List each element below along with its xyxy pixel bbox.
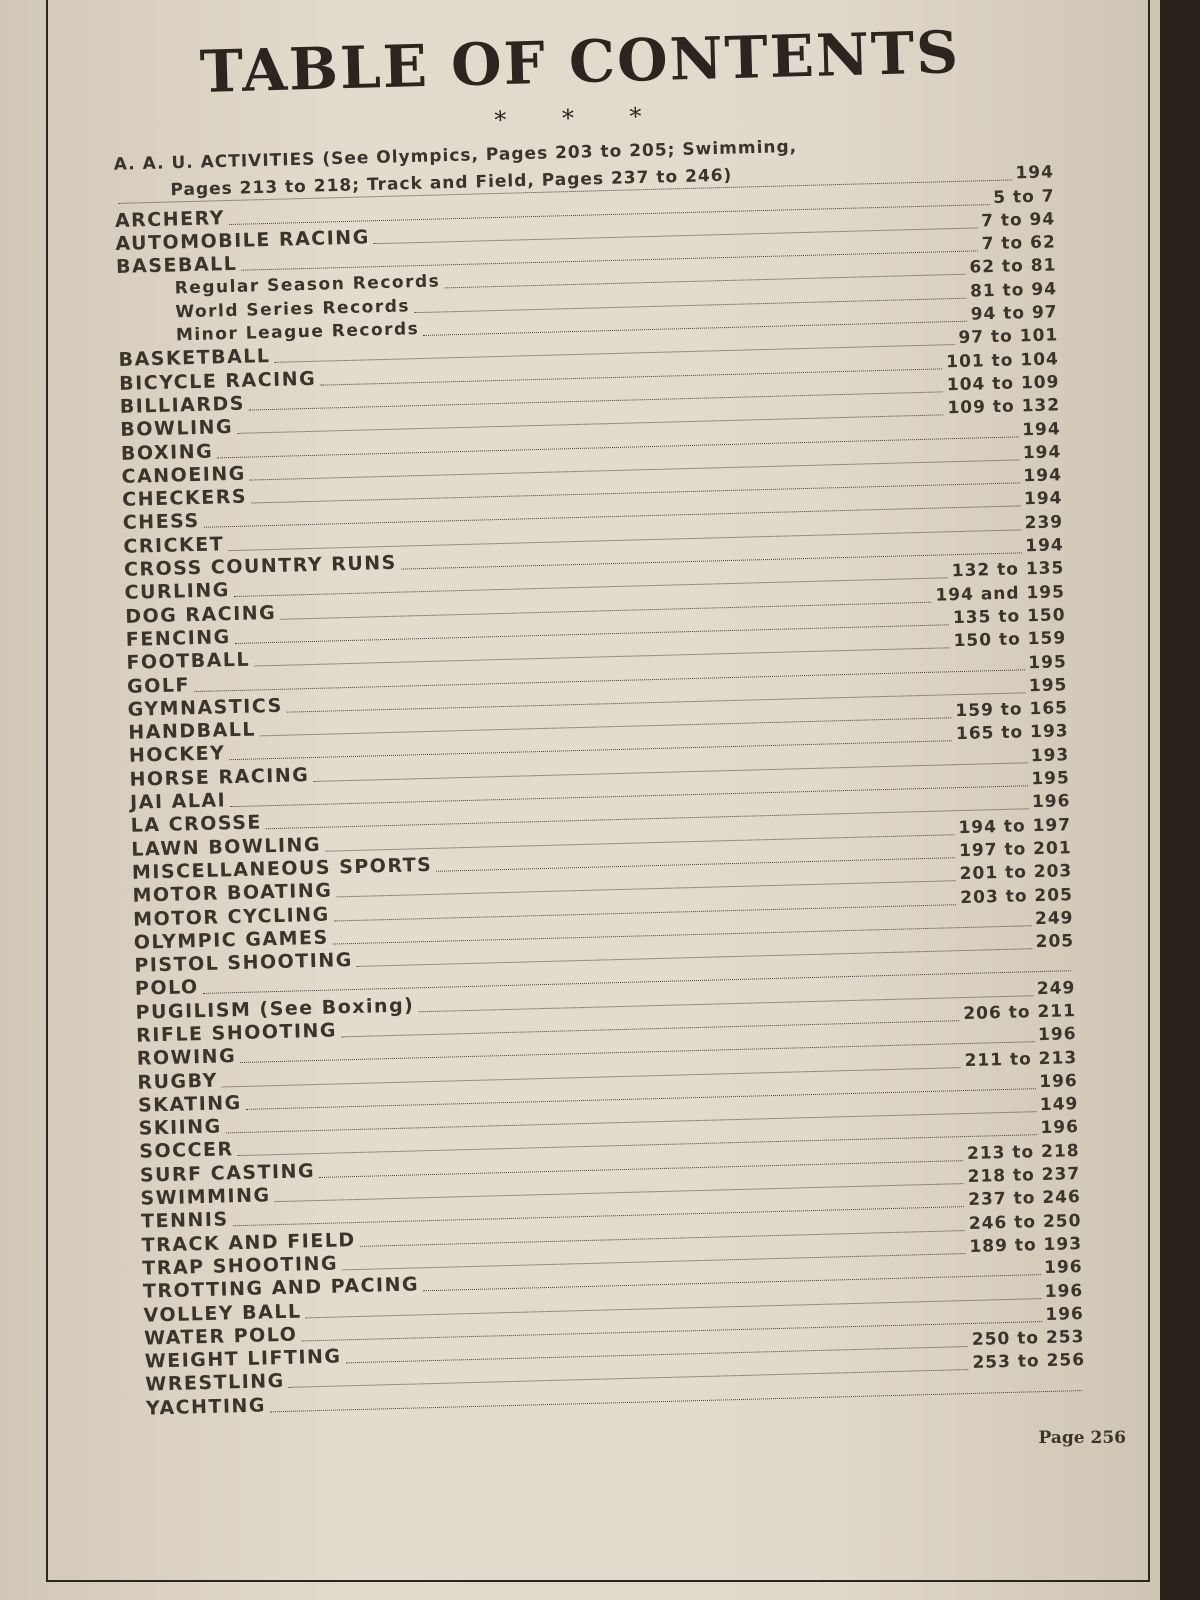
toc-entry-label: JAI ALAI [129,789,227,814]
toc-entry-label: CANOEING [121,462,247,488]
toc-entry-page: 194 to 197 [958,814,1072,838]
toc-entry-page: 101 to 104 [946,349,1060,372]
toc-entry-page: 94 to 97 [970,302,1058,325]
page-number: Page 256 [1038,1428,1126,1448]
toc-entry-page: 97 to 101 [958,325,1059,349]
toc-entry-label: FOOTBALL [126,648,251,675]
toc-entry-label: BASKETBALL [118,345,271,372]
toc-entry-page: 195 [1028,675,1068,697]
toc-entry-label: Minor League Records [175,319,420,346]
toc-entry-page: 239 [1024,512,1064,534]
toc-entry-label: WEIGHT LIFTING [144,1345,342,1373]
toc-entry-label: BILLIARDS [119,392,246,418]
toc-entry-page: 7 to 62 [981,232,1057,255]
toc-entry-page: 249 [1036,977,1076,999]
toc-entry-page: 194 [1023,465,1063,487]
toc-entry-label: HANDBALL [128,718,257,744]
toc-entry-label: LA CROSSE [130,811,263,838]
toc-entry-page: 81 to 94 [969,279,1058,302]
toc-entry-page: 193 [1030,744,1070,766]
toc-entry-label: TENNIS [140,1208,229,1234]
title-ornament: * * * [494,101,666,135]
toc-entry-page: 194 [1021,418,1061,440]
toc-entry-label: SWIMMING [140,1184,271,1210]
toc-entry-label: MOTOR CYCLING [132,903,330,931]
toc-entry-page: 194 [1024,535,1064,557]
toc-entry-label: SKIING [138,1115,222,1140]
toc-entry-page: 196 [1031,791,1071,813]
toc-entry-page: 196 [1039,1070,1079,1092]
toc-entry-label: PISTOL SHOOTING [134,949,354,977]
toc-entry-page: 189 to 193 [969,1233,1083,1257]
toc-entry-label: RUGBY [137,1069,219,1094]
toc-entry-label: Regular Season Records [174,271,441,299]
toc-entry-label: AUTOMOBILE RACING [115,226,371,255]
toc-entry-page: 194 [1015,162,1055,184]
toc-entry-label: MOTOR BOATING [132,879,333,907]
contents-list [114,161,1086,1420]
toc-entry-label: BASEBALL [115,252,238,279]
toc-entry-label: TRACK AND FIELD [141,1228,356,1257]
toc-entry-page: 109 to 132 [947,395,1061,419]
toc-entry-page: 205 [1035,931,1075,953]
toc-entry-label: SURF CASTING [139,1159,316,1187]
toc-entry-page: 246 to 250 [968,1210,1082,1234]
toc-entry-label: HORSE RACING [129,763,310,791]
toc-entry-label: WRESTLING [145,1370,286,1397]
toc-entry-page: 7 to 94 [980,209,1056,232]
toc-entry-page: 194 [1023,488,1063,510]
toc-entry-label: BOWLING [120,416,234,442]
toc-entry-label: CRICKET [123,532,225,558]
toc-entry-label: TRAP SHOOTING [142,1252,339,1280]
toc-entry-page: 196 [1040,1117,1080,1139]
toc-entry-label: CHESS [122,510,200,535]
toc-entry-page: 104 to 109 [946,372,1060,396]
toc-entry-label: GOLF [126,673,191,698]
toc-entry-page: 159 to 165 [955,698,1069,722]
toc-entry-label: PUGILISM (See Boxing) [135,994,415,1024]
toc-entry-label: LAWN BOWLING [131,833,322,861]
toc-entry-label: GYMNASTICS [127,694,284,721]
toc-entry-label: World Series Records [175,296,411,323]
toc-entry-page: 195 [1031,768,1071,790]
toc-entry-page: 203 to 205 [960,884,1074,908]
toc-entry-page: 150 to 159 [953,628,1067,652]
toc-entry-page: 165 to 193 [955,721,1069,745]
toc-entry-label: FENCING [125,626,232,651]
toc-entry-page: 250 to 253 [971,1327,1085,1351]
toc-entry-page: 197 to 201 [958,838,1072,862]
toc-entry-page: 196 [1037,1024,1077,1046]
toc-entry-page: 62 to 81 [969,255,1057,279]
toc-entry-label: SOCCER [139,1138,234,1164]
toc-entry-page: 149 [1039,1094,1079,1116]
toc-entry-label: VOLLEY BALL [143,1300,302,1327]
toc-entry-page: 195 [1028,651,1068,673]
toc-entry-page: 213 to 218 [966,1140,1080,1164]
toc-entry-label: CROSS COUNTRY RUNS [123,551,398,581]
toc-entry-page: 135 to 150 [952,605,1066,629]
toc-entry-label: SKATING [137,1091,243,1117]
toc-entry-label: WATER POLO [143,1323,298,1350]
aau-note-line2: Pages 213 to 218; Track and Field, Pages 237 to 246) [170,165,733,201]
toc-entry-page: 196 [1043,1257,1083,1279]
toc-entry-label: DOG RACING [124,601,277,628]
toc-entry-label: YACHTING [145,1394,267,1420]
toc-entry-label: CURLING [124,579,231,605]
page-title: TABLE OF CONTENTS [199,18,961,106]
toc-entry-label: BOXING [120,440,214,465]
toc-entry-page: 249 [1034,907,1074,929]
toc-entry-label: TROTTING AND PACING [142,1273,420,1303]
toc-entry-page: 5 to 7 [993,185,1055,208]
toc-entry-page: 194 [1022,442,1062,464]
toc-entry-label: HOCKEY [128,742,226,768]
toc-entry-page: 253 to 256 [972,1350,1086,1374]
toc-entry-page: 196 [1045,1303,1085,1325]
toc-entry-page: 218 to 237 [967,1164,1081,1188]
toc-entry-page: 196 [1044,1280,1084,1302]
toc-entry-page: 206 to 211 [963,1001,1077,1025]
toc-entry-label: RIFLE SHOOTING [135,1019,338,1047]
toc-entry-page: 201 to 203 [959,861,1073,885]
aau-note-line1: A. A. U. ACTIVITIES (See Olympics, Pages 203 to 205; Swimming, [113,136,798,175]
toc-entry-label: MISCELLANEOUS SPORTS [131,853,433,884]
toc-entry-label: OLYMPIC GAMES [133,926,329,954]
toc-entry-page: 132 to 135 [951,558,1065,582]
toc-entry-label: ARCHERY [114,206,226,232]
toc-entry-label: ROWING [136,1045,237,1070]
toc-entry-page: 237 to 246 [967,1187,1082,1211]
toc-entry-label: BICYCLE RACING [118,367,317,395]
toc-entry-page: 194 and 195 [935,581,1066,606]
toc-entry-page: 211 to 213 [964,1047,1078,1071]
toc-entry-label: POLO [134,976,199,1001]
toc-entry-label: CHECKERS [121,485,248,512]
